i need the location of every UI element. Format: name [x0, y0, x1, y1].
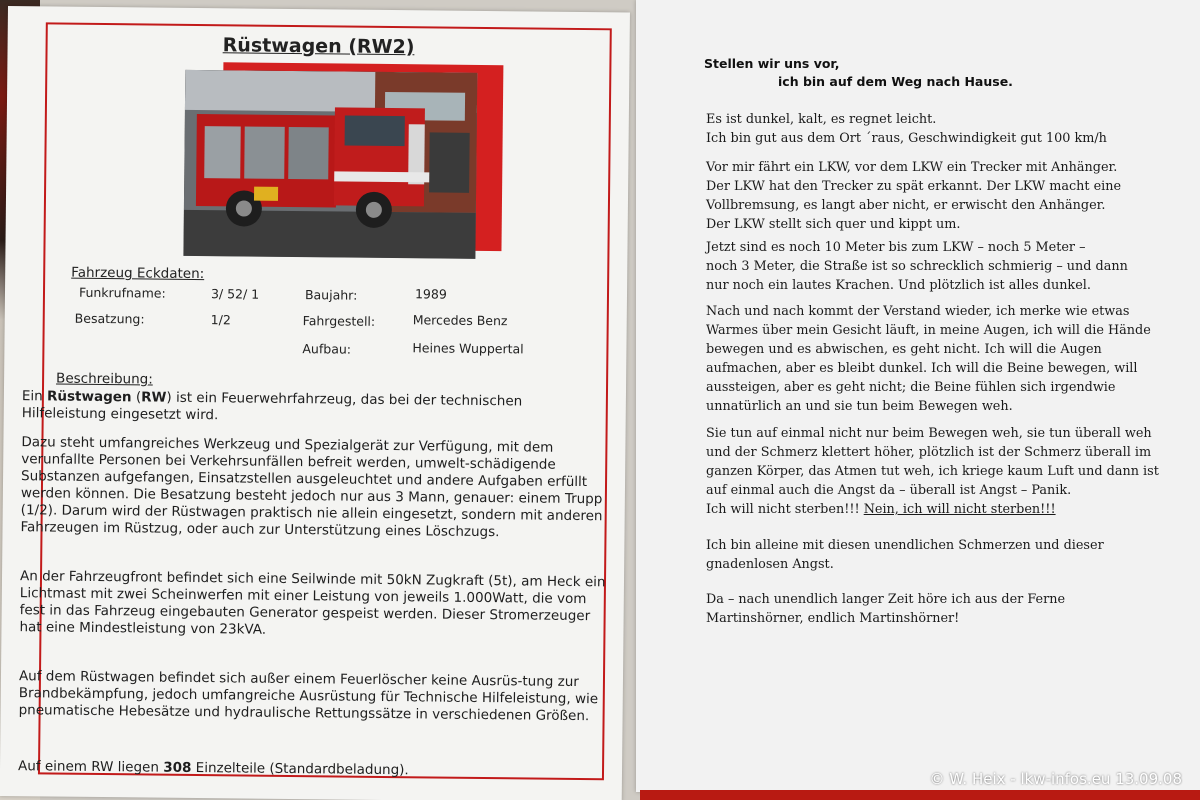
spec-aufbau-label: Aufbau:: [302, 341, 352, 357]
spec-baujahr-label: Baujahr:: [304, 287, 358, 303]
story-exclamation: Ich will nicht sterben!!!: [706, 502, 864, 517]
description-paragraph-1: [22, 388, 610, 428]
description-paragraph-2: Dazu steht umfangreiches Werkzeug und Spezialgerät zur Verfügung, mit dem verunfallte Personen bei Verkehrsunfällen befreit werden, umwelt-schädigende Substanzen aufgefangen, Einsatzstellen ausgeleuchtet und andere Aufgaben erfüllt werden können. Die Besatzung besteht jedoch nur aus 3 Mann, genauer: einem Trupp (1/2). Darum wird der Rüstwagen praktisch nie allein eingesetzt, sondern mit anderen Fahrzeugen im Rüstzug, oder auch zur Unterstützung eines Löschzugs.: [20, 434, 603, 541]
story-paragraph-2: Vor mir fährt ein LKW, vor dem LKW ein Trecker mit Anhänger. Der LKW hat den Trecker zu spät erkannt. Der LKW macht eine Vollbremsung, es langt aber nicht, er erwischt den Anhänger. Der LKW stellt sich quer und kippt um.: [706, 160, 1122, 232]
spec-baujahr-value: 1989: [414, 286, 447, 302]
story-paragraph-7: Da – nach unendlich langer Zeit höre ich aus der Ferne Martinshörner, endlich Martinshörner!: [706, 592, 1066, 626]
spec-fahrgestell-label: Fahrgestell:: [302, 313, 376, 329]
p1-bold-rw: RW: [141, 389, 167, 406]
description-paragraph-4: Auf dem Rüstwagen befindet sich außer einem Feuerlöscher keine Ausrüs-tung zur Brandbekämpfung, jedoch umfangreiche Ausrüstung für Technische Hilfeleistung, wie pneumatische Hebesätze und hydraulische Rettungssätze in verschiedenen Größen.: [18, 668, 599, 725]
fire-truck-illustration: [183, 70, 477, 259]
specs-heading: Fahrzeug Eckdaten:: [71, 264, 205, 283]
vehicle-info-sheet: [0, 6, 630, 800]
p5-text-end: Einzelteile (Standardbeladung).: [191, 759, 409, 779]
story-underlined-exclamation: Nein, ich will nicht sterben!!!: [863, 502, 1056, 517]
description-paragraph-3: An der Fahrzeugfront befindet sich eine Seilwinde mit 50kN Zugkraft (5t), am Heck ein Lichtmast mit zwei Scheinwerfen mit einer Leistung von jeweils 1.000Watt, die vom fest in das Fahrzeug eingebauten Generator gespeist werden. Dieser Stromerzeuger hat eine Mindestleistung von 23kVA.: [19, 568, 606, 638]
spec-funkrufname-label: Funkrufname:: [78, 284, 166, 301]
spec-fahrgestell-value: Mercedes Benz: [412, 312, 508, 329]
story-paragraph-5-last-line: [706, 500, 1186, 519]
spec-besatzung-label: Besatzung:: [74, 310, 145, 327]
story-paragraph-5: Sie tun auf einmal nicht nur beim Bewegen weh, sie tun überall weh und der Schmerz klettert höher, plötzlich ist der Schmerz überall im ganzen Körper, das Atmen tut weh, ich kriege kaum Luft und dann ist auf einmal auch die Angst da – überall ist Angst – Panik.: [706, 426, 1159, 498]
p5-bold-count: 308: [163, 759, 192, 776]
fire-truck-photo: [183, 70, 477, 259]
spec-funkrufname-value: 3/ 52/ 1: [210, 286, 260, 302]
story-paragraph-1: Es ist dunkel, kalt, es regnet leicht. Ich bin gut aus dem Ort ´raus, Geschwindigkeit gut 100 km/h: [706, 112, 1107, 146]
description-heading: Beschreibung:: [56, 370, 153, 388]
p1-bold-ruestwagen: Rüstwagen: [46, 388, 132, 406]
red-board-edge: [640, 790, 1200, 800]
story-sheet: [636, 0, 1200, 792]
story-heading-line-1: Stellen wir uns vor,: [704, 56, 840, 71]
story-heading-line-2: ich bin auf dem Weg nach Hause.: [778, 74, 1013, 89]
copyright-watermark: © W. Heix - lkw-infos.eu 13.09.08: [929, 770, 1182, 788]
spec-besatzung-value: 1/2: [210, 312, 231, 328]
p1-text-mid: (: [131, 389, 142, 406]
story-paragraph-6: Ich bin alleine mit diesen unendlichen Schmerzen und dieser gnadenlosen Angst.: [706, 538, 1104, 572]
p1-text-start: Ein: [21, 388, 48, 405]
p5-text-start: Auf einem RW liegen: [17, 758, 164, 776]
story-paragraph-3: Jetzt sind es noch 10 Meter bis zum LKW – noch 5 Meter – noch 3 Meter, die Straße ist so schrecklich schmierig – und dann nur noch ein lautes Krachen. Und plötzlich ist alles dunkel.: [706, 240, 1128, 293]
story-paragraph-4: Nach und nach kommt der Verstand wieder, ich merke wie etwas Warmes über mein Gesicht läuft, in meine Augen, ich will die Hände bewegen und es abwischen, es geht nicht. Ich will die Augen aufmachen, aber es bleibt dunkel. Ich will die Beine bewegen, will aussteigen, aber es geht nicht; die Beine fühlen sich irgendwie unnatürlich an und sie tun beim Bewegen weh.: [706, 304, 1151, 414]
spec-aufbau-value: Heines Wuppertal: [412, 340, 524, 357]
p1-text-end: ) ist ein Feuerwehrfahrzeug, das bei der technischen Hilfeleistung eingesetzt wird.: [21, 389, 523, 424]
sheet-title: Rüstwagen (RW2): [222, 34, 415, 59]
